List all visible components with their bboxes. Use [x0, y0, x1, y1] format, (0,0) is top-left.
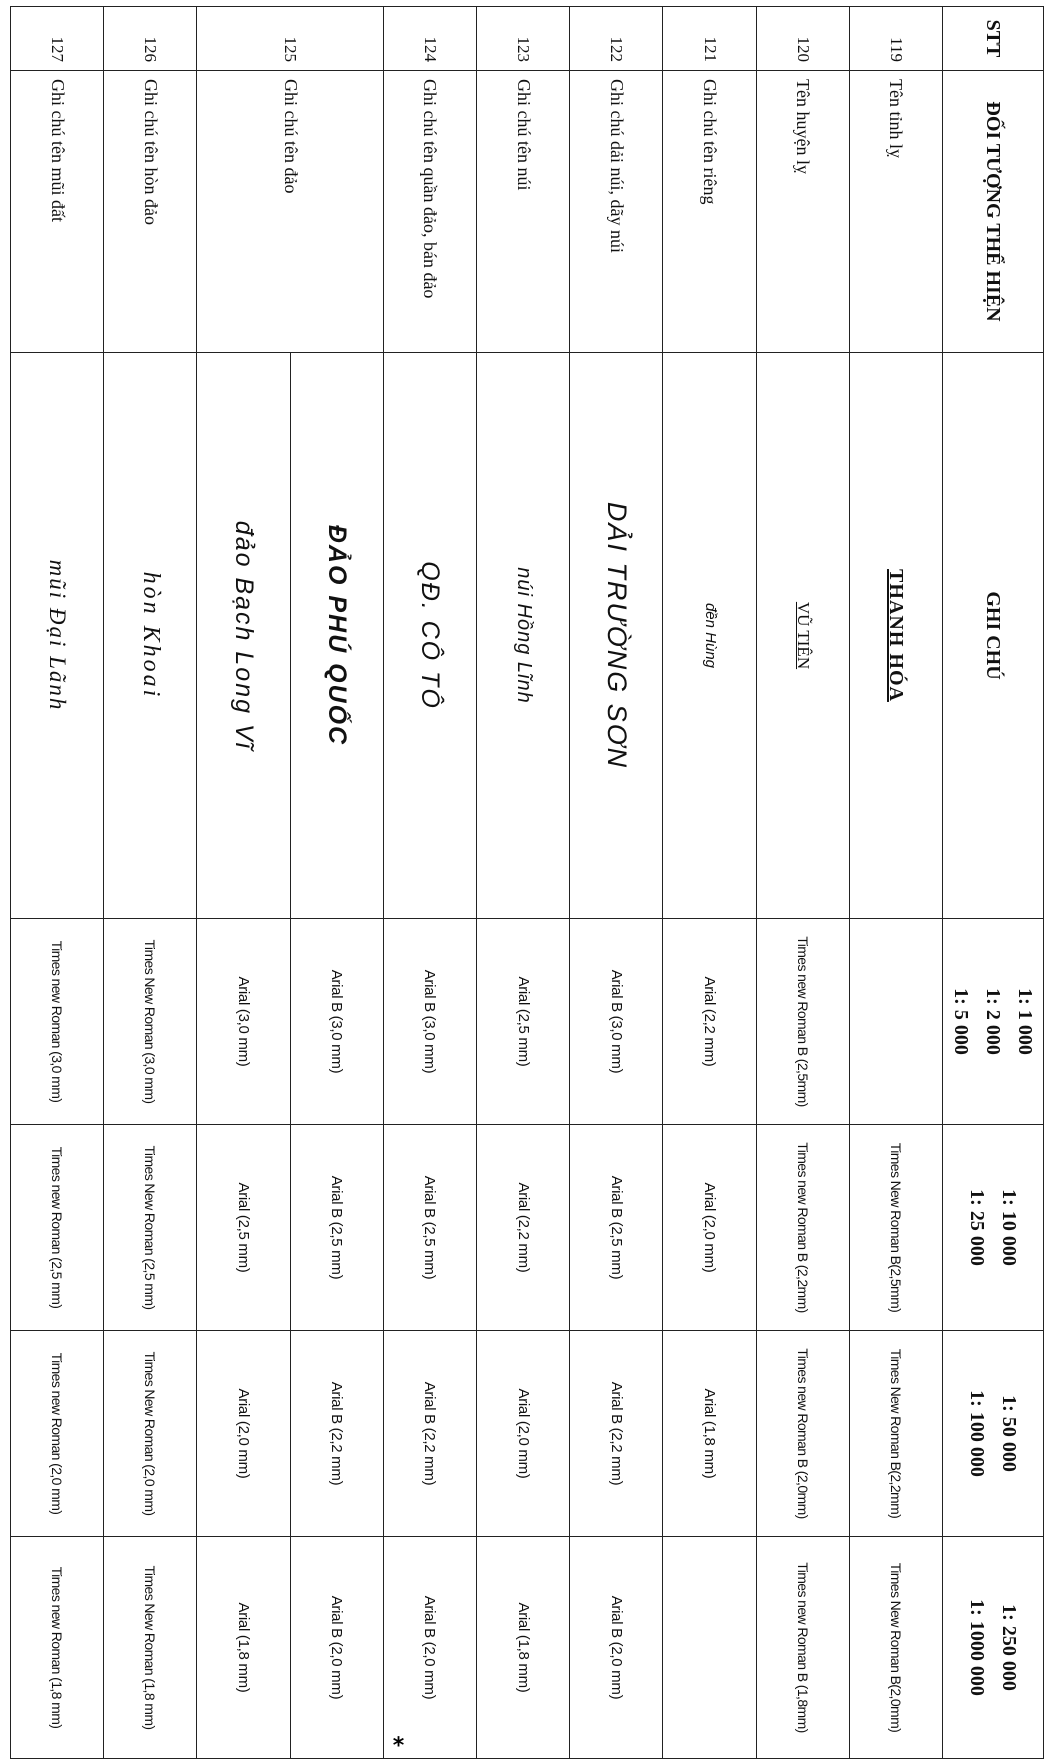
font-spec-scale-1: Times new Roman (3,0 mm)	[11, 919, 104, 1125]
font-spec-scale-2: Arial (2,2 mm)	[477, 1125, 570, 1331]
font-spec-scale-2: Times New Roman B(2,5mm)	[849, 1125, 942, 1331]
font-spec-scale-4: Arial (1,8 mm)	[477, 1537, 570, 1759]
font-spec-scale-4	[663, 1537, 756, 1759]
sample-text: mũi Đại Lãnh	[45, 559, 71, 712]
row-object: Tên huyện lỵ	[756, 71, 849, 353]
font-spec-scale-1: Arial (3,0 mm)	[197, 919, 290, 1125]
row-sample	[290, 353, 383, 919]
font-spec-scale-3: Arial (2,0 mm)	[477, 1331, 570, 1537]
row-object: Ghi chú dải núi, dãy núi	[570, 71, 663, 353]
row-object: Ghi chú tên đảo	[197, 71, 383, 353]
scale-label: 1: 25 000	[966, 1189, 988, 1266]
sample-text: QĐ. CÔ TÔ	[416, 561, 445, 710]
sample-text: núi Hồng Lĩnh	[512, 567, 535, 704]
font-spec-scale-4: Times new Roman B (1,8mm)	[756, 1537, 849, 1759]
scale-label: 1: 1000 000	[966, 1599, 988, 1696]
table-row	[756, 7, 849, 1759]
font-spec-scale-3: Times New Roman B(2,2mm)	[849, 1331, 942, 1537]
scale-label: 1: 1 000	[1014, 988, 1036, 1055]
row-object: Tên tỉnh lỵ	[849, 71, 942, 353]
sample-text: DẢI TRƯỜNG SƠN	[601, 501, 632, 770]
font-spec-scale-3: Times new Roman B (2,0mm)	[756, 1331, 849, 1537]
font-spec-scale-2: Arial (2,5 mm)	[197, 1125, 290, 1331]
font-spec-scale-2: Times new Roman B (2,2mm)	[756, 1125, 849, 1331]
sample-text: đảo Bạch Long Vĩ	[230, 520, 259, 751]
header-object: ĐỐI TƯỢNG THỂ HIỆN	[943, 71, 1044, 353]
row-object: Ghi chú tên quần đảo, bán đảo	[383, 71, 476, 353]
row-sample	[756, 353, 849, 919]
font-spec-scale-4: Arial B (2,0 mm)	[383, 1537, 476, 1759]
font-spec-scale-1: Times new Roman B (2,5mm)	[756, 919, 849, 1125]
row-object: Ghi chú tên hòn đảo	[104, 71, 197, 353]
sample-text: THANH HÓA	[885, 569, 908, 702]
font-spec-scale-3: Times New Roman (2,0 mm)	[104, 1331, 197, 1537]
font-spec-scale-4: Arial B (2,0 mm)	[570, 1537, 663, 1759]
header-stt: STT	[943, 7, 1044, 71]
table-row	[11, 7, 104, 1759]
font-spec-scale-4: Times New Roman B(2,0mm)	[849, 1537, 942, 1759]
scale-label: 1: 2 000	[982, 988, 1004, 1055]
font-spec-scale-2: Arial (2,0 mm)	[663, 1125, 756, 1331]
header-scale-2	[943, 1125, 1044, 1331]
table-row	[849, 7, 942, 1759]
font-spec-scale-3: Arial (1,8 mm)	[663, 1331, 756, 1537]
row-object: Ghi chú tên núi	[477, 71, 570, 353]
font-spec-scale-1: Arial (2,5 mm)	[477, 919, 570, 1125]
row-stt: 123	[477, 7, 570, 71]
font-spec-scale-2: Arial B (2,5 mm)	[383, 1125, 476, 1331]
font-spec-scale-3: Times new Roman (2,0 mm)	[11, 1331, 104, 1537]
font-spec-scale-3: Arial B (2,2 mm)	[570, 1331, 663, 1537]
row-stt: 127	[11, 7, 104, 71]
row-stt: 124	[383, 7, 476, 71]
font-spec-scale-4: Arial B (2,0 mm)	[290, 1537, 383, 1759]
table-row	[663, 7, 756, 1759]
row-stt: 125	[197, 7, 383, 71]
sample-text: VŨ TIÊN	[793, 601, 813, 670]
row-stt: 126	[104, 7, 197, 71]
scale-label: 1: 5 000	[950, 988, 972, 1055]
sample-text: đền Hùng	[701, 602, 719, 669]
font-spec-scale-3: Arial B (2,2 mm)	[383, 1331, 476, 1537]
font-spec-scale-1: Times New Roman (3,0 mm)	[104, 919, 197, 1125]
font-spec-scale-1: Arial (2,2 mm)	[663, 919, 756, 1125]
font-spec-scale-3: Arial (2,0 mm)	[197, 1331, 290, 1537]
font-spec-scale-4: Arial (1,8 mm)	[197, 1537, 290, 1759]
font-spec-scale-2: Arial B (2,5 mm)	[290, 1125, 383, 1331]
row-stt: 119	[849, 7, 942, 71]
scale-label: 1: 10 000	[998, 1189, 1020, 1266]
row-sample	[383, 353, 476, 919]
row-stt: 121	[663, 7, 756, 71]
footnote-asterisk: *	[392, 1733, 405, 1759]
row-sample	[197, 353, 290, 919]
scale-label: 1: 250 000	[998, 1604, 1020, 1691]
font-spec-scale-3: Arial B (2,2 mm)	[290, 1331, 383, 1537]
table-row	[477, 7, 570, 1759]
sample-text: ĐẢO PHÚ QUỐC	[323, 524, 352, 747]
row-sample	[11, 353, 104, 919]
font-spec-scale-2: Arial B (2,5 mm)	[570, 1125, 663, 1331]
header-scale-3	[943, 1331, 1044, 1537]
font-spec-scale-4: Times New Roman (1,8 mm)	[104, 1537, 197, 1759]
rotated-page	[10, 6, 1044, 1758]
font-spec-scale-2: Times new Roman (2,5 mm)	[11, 1125, 104, 1331]
row-stt: 120	[756, 7, 849, 71]
font-spec-scale-1	[849, 919, 942, 1125]
row-object: Ghi chú tên mũi đất	[11, 71, 104, 353]
row-stt: 122	[570, 7, 663, 71]
symbol-spec-table	[10, 6, 1044, 1759]
row-object: Ghi chú tên riêng	[663, 71, 756, 353]
sample-text: hòn Khoai	[137, 571, 164, 700]
header-note: GHI CHÚ	[943, 353, 1044, 919]
font-spec-scale-1: Arial B (3,0 mm)	[383, 919, 476, 1125]
font-spec-scale-1: Arial B (3,0 mm)	[290, 919, 383, 1125]
font-spec-scale-2: Times New Roman (2,5 mm)	[104, 1125, 197, 1331]
header-scale-4	[943, 1537, 1044, 1759]
header-row	[943, 7, 1044, 1759]
table-row	[290, 7, 383, 1759]
row-sample	[477, 353, 570, 919]
table-row	[383, 7, 476, 1759]
table-row	[570, 7, 663, 1759]
font-spec-scale-1: Arial B (3,0 mm)	[570, 919, 663, 1125]
row-sample	[663, 353, 756, 919]
table-row	[104, 7, 197, 1759]
scale-label: 1: 50 000	[998, 1395, 1020, 1472]
font-spec-scale-4: Times new Roman (1,8 mm)	[11, 1537, 104, 1759]
header-scale-1	[943, 919, 1044, 1125]
row-sample	[104, 353, 197, 919]
row-sample	[849, 353, 942, 919]
row-sample	[570, 353, 663, 919]
scale-label: 1: 100 000	[966, 1390, 988, 1477]
